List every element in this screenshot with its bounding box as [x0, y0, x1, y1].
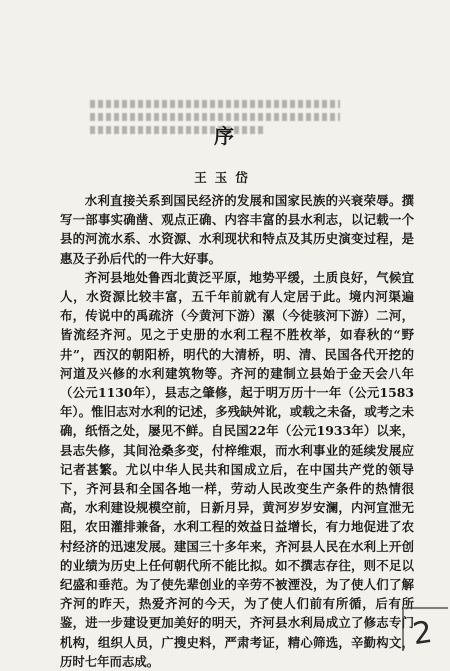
page-number: 2	[410, 614, 435, 653]
page-title: 序	[214, 124, 236, 148]
paragraph-2: 齐河县地处鲁西北黄泛平原，地势平缓，土质良好，气候宜人，水资源比较丰富，五千年前就有人定居于此。境内河渠遍布，传说中的禹疏济（今黄河下游）漯（今徒骇河下游）二河，皆流经齐河。见之于史册的水利工程不胜枚举，如春秋的“野井”，西汉的朝阳桥，明代的大清桥，明、清、民国各代开挖的河道及兴修的水利建筑物等。齐河的建制立县始于金天会八年（公元1130年），县志之肇修，起于明万历十一年（公元1583年）。惟旧志对水利的记述，多残缺舛讹，或载之未备，或考之未确，纸悟之处，屡见不鲜。自民国22年（公元1933年）以来，县志失修，其间沧桑多变，付梓维艰，而水利事业的延续发展应记者甚繁。尤以中华人民共和国成立后，在中国共产党的领导下，齐河县和全国各地一样，劳动人民改变生产条件的热情很高，水利建设规模空前，日新月异，黄河岁岁安澜，内河宣泄无阻，农田灌排兼备，水利工程的效益日益增长，有力地促进了农村经济的迅速发展。建国三十多年来，齐河县人民在水利上开创的业绩为历史上任何朝代所不能比拟。如不撰志存往，则不足以纪盛和垂范。为了使先辈创业的辛劳不被湮没，为了使人们了解齐河的昨天，热爱齐河的今天，为了使人们前有所循，后有所鉴，进一步建设更加美好的明天，齐河县水利局成立了修志专门机构，组织人员，广搜史料，严肃考证，精心筛选，辛勤构文，历时七年而志成。	[60, 269, 414, 669]
paragraph-1: 水利直接关系到国民经济的发展和国家民族的兴衰荣辱。撰写一部事实确凿、观点正确、内容丰富的县水利志，以记载一个县的河流水系、水资源、水利现状和特点及其历史演变过程，是惠及子孙后代的一件大好事。	[60, 193, 414, 266]
body-text	[60, 191, 414, 671]
author-name: 王玉岱	[194, 170, 256, 185]
